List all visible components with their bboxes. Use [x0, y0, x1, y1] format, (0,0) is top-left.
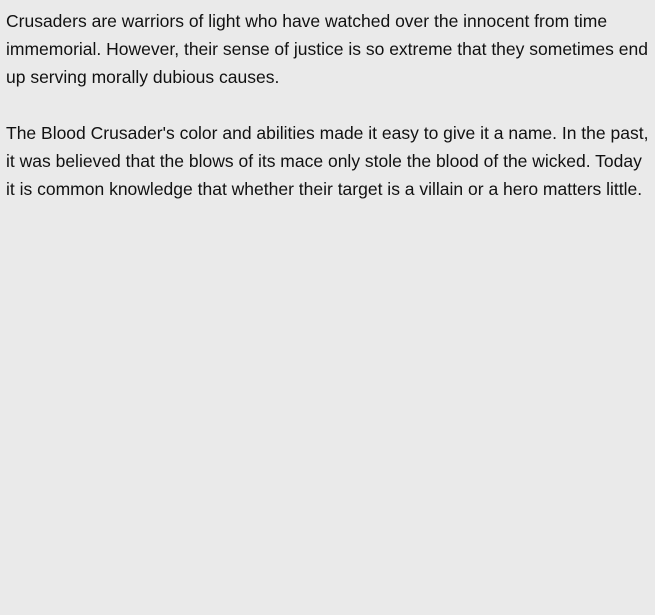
description-paragraph-2: The Blood Crusader's color and abilities made it easy to give it a name. In the past, it was believed that the blows of its mace only stole the blood of the wicked. Today it is common knowledge that whether their target is a villain or a hero matters little.: [6, 123, 649, 199]
description-paragraph-1: Crusaders are warriors of light who have watched over the innocent from time immemorial. However, their sense of justice is so extreme that they sometimes end up serving morally dubious causes.: [6, 11, 648, 87]
